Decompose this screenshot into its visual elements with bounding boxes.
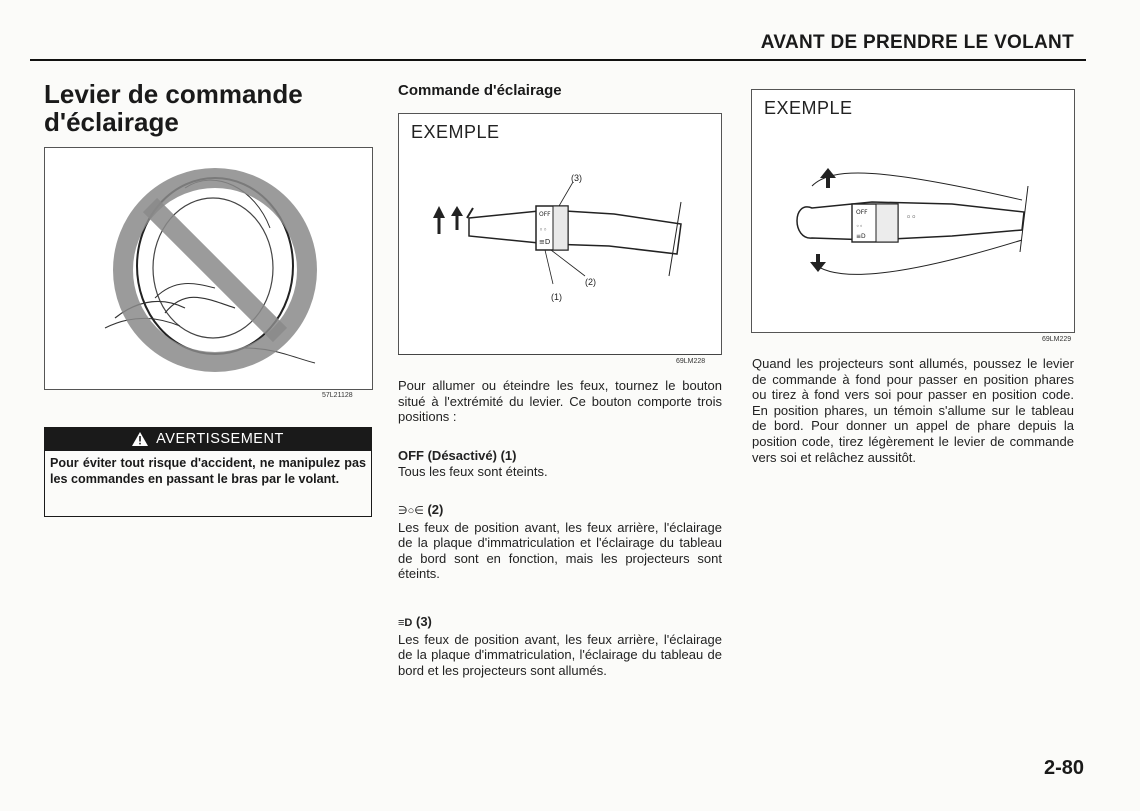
position-3-label: (3) bbox=[416, 614, 432, 629]
side-light-icon: ∋○∈ bbox=[398, 505, 424, 517]
section-title-line2: d'éclairage bbox=[44, 107, 179, 137]
dimmer-switch-figure bbox=[751, 89, 1075, 333]
callout-3: (3) bbox=[571, 173, 582, 183]
lighting-stalk-illustration bbox=[399, 114, 721, 354]
steering-wheel-figure bbox=[44, 147, 373, 390]
lighting-switch-figure bbox=[398, 113, 722, 355]
warning-heading bbox=[44, 427, 372, 451]
position-1 bbox=[398, 448, 722, 479]
svg-text:≡D: ≡D bbox=[539, 238, 551, 246]
svg-text:OFF: OFF bbox=[856, 209, 868, 216]
running-header: AVANT DE PRENDRE LE VOLANT bbox=[760, 32, 1074, 53]
dimmer-stalk-illustration bbox=[752, 90, 1074, 332]
svg-text:◦◦: ◦◦ bbox=[856, 223, 864, 230]
position-1-heading: OFF (Désactivé) (1) bbox=[398, 448, 517, 463]
figure-label: EXEMPLE bbox=[764, 98, 853, 118]
position-2 bbox=[398, 502, 722, 582]
figure-rule bbox=[398, 354, 721, 355]
header-rule bbox=[30, 59, 1086, 61]
section-title-line1: Levier de commande bbox=[44, 79, 303, 109]
figure-code: 69LM228 bbox=[676, 358, 706, 365]
svg-text:◦◦: ◦◦ bbox=[539, 226, 548, 234]
position-3-heading bbox=[398, 614, 722, 632]
warning-heading-text: AVERTISSEMENT bbox=[156, 431, 284, 447]
section-title bbox=[44, 80, 303, 136]
callout-1: (1) bbox=[551, 292, 562, 302]
figure-code: 69LM229 bbox=[1042, 336, 1072, 343]
subsection-title: Commande d'éclairage bbox=[398, 82, 562, 99]
position-1-text: Tous les feux sont éteints. bbox=[398, 463, 548, 479]
svg-text:◦◦: ◦◦ bbox=[906, 213, 917, 223]
position-2-heading bbox=[398, 502, 722, 520]
callout-2: (2) bbox=[585, 277, 596, 287]
figure-code: 57L21128 bbox=[322, 392, 353, 399]
warning-triangle-icon bbox=[132, 432, 148, 446]
right-paragraph: Quand les projecteurs sont allumés, poussez le levier de commande à fond pour passer en position phares ou tirez à fond vers soi pour passer en position code. En position phares, un témoin s'allume sur le tableau de bord. Pour donner un appel de phare depuis la position code, tirez légèrement le levier de commande vers soi et relâchez aussitôt. bbox=[752, 356, 1074, 465]
position-2-text: Les feux de position avant, les feux arrière, l'éclairage de la plaque d'immatriculation et l'éclairage du tableau de bord sont en fonction, mais les projecteurs sont éteints. bbox=[398, 519, 722, 582]
position-3 bbox=[398, 614, 722, 678]
prohibited-reach-through-wheel-illustration bbox=[45, 148, 372, 389]
headlight-icon: ≡D bbox=[398, 617, 413, 629]
svg-text:OFF: OFF bbox=[539, 211, 551, 218]
intro-paragraph: Pour allumer ou éteindre les feux, tournez le bouton situé à l'extrémité du levier. Ce bouton comporte trois positions : bbox=[398, 378, 722, 425]
page-number: 2-80 bbox=[1043, 757, 1084, 779]
warning-text: Pour éviter tout risque d'accident, ne manipulez pas les commandes en passant le bras par le volant. bbox=[44, 451, 372, 517]
svg-text:≡D: ≡D bbox=[856, 233, 866, 240]
figure-label: EXEMPLE bbox=[411, 122, 500, 142]
position-3-text: Les feux de position avant, les feux arrière, l'éclairage de la plaque d'immatriculation, l'éclairage du tableau de bord et les projecteurs sont allumés. bbox=[398, 631, 722, 678]
position-2-label: (2) bbox=[427, 502, 444, 517]
